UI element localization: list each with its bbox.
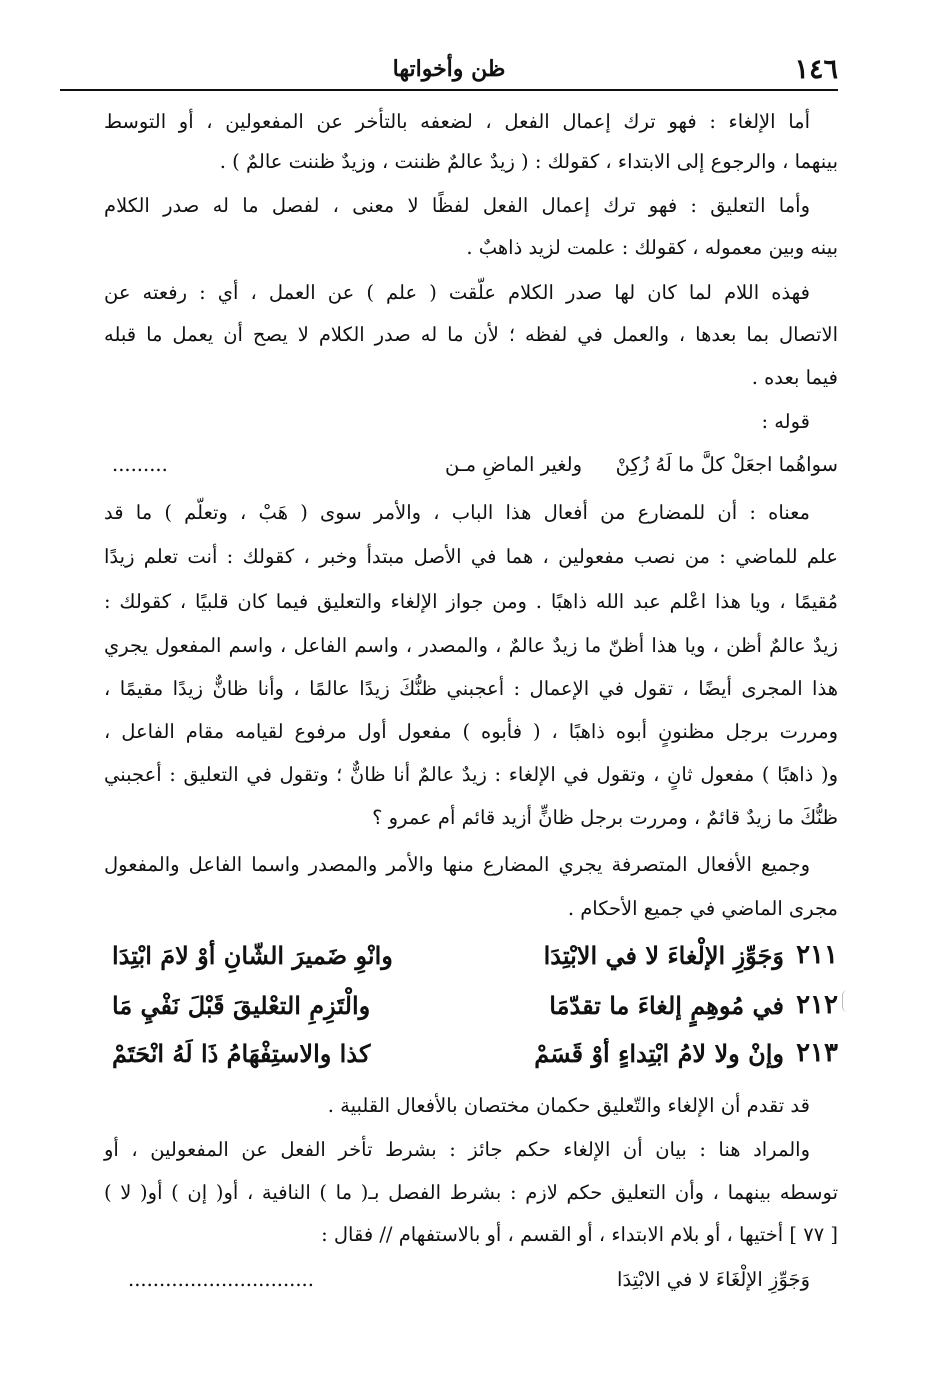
text-line: الاتصال بما بعدها ، والعمل في لفظه ؛ لأن ما له صدر الكلام لا يصح أن يعمل ما قبله bbox=[104, 323, 838, 346]
text-line: مجرى الماضي في جميع الأحكام . bbox=[567, 897, 838, 920]
text-line: و( ذاهبًا ) مفعول ثانٍ ، وتقول في الإلغاء : زيدٌ عالمٌ أنا ظانٌّ ؛ وتقول في التعليق : أعجبني bbox=[104, 763, 838, 786]
page-number: ١٤٦ bbox=[794, 54, 838, 85]
text-line: قوله : bbox=[761, 410, 810, 433]
verse-ellipsis: .............................. bbox=[128, 1268, 314, 1291]
alfiyya-second-hemistich: كذا والاستِفْهَامُ ذَا لَهُ انْحَتَمْ bbox=[112, 1039, 371, 1068]
text-line: علم للماضي : من نصب مفعولين ، هما في الأصل مبتدأ وخبر ، كقولك : أنت تعلم زيدًا bbox=[104, 545, 838, 568]
text-line: فهذه اللام لما كان لها صدر الكلام علّقت ( علم ) عن العمل ، أي : رفعته عن bbox=[104, 281, 810, 304]
alfiyya-first-hemistich: وإنْ ولا لامُ ابْتِداءٍ أوْ قَسَمْ bbox=[534, 1039, 784, 1068]
text-line: مُقيمًا ، ويا هذا اعْلم عبد الله ذاهبًا . ومن جواز الإلغاء والتعليق فيما كان قلبيًا ، كقولك : bbox=[104, 590, 838, 613]
page-header bbox=[60, 52, 838, 90]
text-line: هذا المجرى أيضًا ، تقول في الإعمال : أعجبني ظنُّكَ زيدًا عالمًا ، وأنا ظانٌّ زيدًا مقيمًا ، bbox=[104, 677, 838, 700]
alfiyya-first-hemistich: وَجَوِّزِ الإلْغاءَ لا في الابْتِدَا bbox=[543, 941, 784, 970]
alfiyya-second-hemistich: والْتَزِمِ التعْليقَ قَبْلَ نَفْيِ مَا bbox=[112, 991, 371, 1020]
alfiyya-second-hemistich: وانْوِ ضَميرَ الشّانِ أوْ لامَ ابْتِدَا bbox=[112, 941, 393, 970]
alfiyya-first-hemistich: في مُوهِمٍ إلغاءَ ما تقدّمَا bbox=[549, 991, 784, 1020]
text-line: أما الإلغاء : فهو ترك إعمال الفعل ، لضعفه بالتأخر عن المفعولين ، أو التوسط bbox=[104, 110, 810, 133]
header-rule bbox=[60, 89, 838, 91]
text-line: توسطه بينهما ، وأن التعليق حكم لازم : بشرط الفصل بـ( ما ) النافية ، أو( إن ) أو( لا ) bbox=[104, 1181, 838, 1204]
text-line: زيدٌ عالمٌ أظن ، ويا هذا أظنّ ما زيدٌ عالمٌ ، والمصدر ، واسم الفاعل ، واسم المفعول يجري bbox=[104, 634, 838, 657]
text-line: والمراد هنا : بيان أن الإلغاء حكم جائز : بشرط تأخر الفعل عن المفعولين ، أو bbox=[104, 1138, 810, 1161]
text-line: بينه وبين معموله ، كقولك : علمت لزيد ذاهبٌ . bbox=[466, 236, 838, 259]
text-line: معناه : أن للمضارع من أفعال هذا الباب ، والأمر سوى ( هَبْ ، وتعلّم ) ما قد bbox=[104, 501, 810, 524]
text-line: ومررت برجل مظنونٍ أبوه ذاهبًا ، ( فأبوه ) مفعول أول مرفوع لقيامه مقام الفاعل ، bbox=[104, 720, 838, 743]
verse-number: ٢١١ bbox=[796, 940, 838, 970]
verse-hemistich-first: وَجَوِّزِ الإلْغَاءَ لا في الابْتِدَا bbox=[617, 1268, 810, 1291]
page-title: ظن وأخواتها bbox=[392, 56, 506, 82]
verse-number: ٢١٢ bbox=[796, 990, 838, 1020]
verse-ellipsis: ......... bbox=[112, 453, 168, 476]
margin-mark bbox=[842, 990, 853, 1012]
verse-hemistich-first: ولغير الماضِ مـن bbox=[445, 453, 582, 476]
verse-number: ٢١٣ bbox=[796, 1038, 838, 1068]
verse-hemistich-second: سواهُما اجعَلْ كلَّ ما لَهُ زُكِنْ bbox=[615, 453, 838, 476]
text-line: فيما بعده . bbox=[751, 366, 838, 389]
text-line: ظنُّكَ ما زيدٌ قائمٌ ، ومررت برجل ظانٍّ أزيد قائم أم عمرو ؟ bbox=[372, 806, 838, 829]
text-line: وجميع الأفعال المتصرفة يجري المضارع منها والأمر والمصدر واسما الفاعل والمفعول bbox=[104, 853, 810, 876]
text-line: [ ٧٧ ] أختيها ، أو بلام الابتداء ، أو القسم ، أو بالاستفهام // فقال : bbox=[321, 1223, 838, 1246]
text-line: بينهما ، والرجوع إلى الابتداء ، كقولك : ( زيدٌ عالمٌ ظننت ، وزيدٌ ظننت عالمٌ ) . bbox=[219, 150, 838, 173]
text-line: قد تقدم أن الإلغاء والتّعليق حكمان مختصان بالأفعال القلبية . bbox=[327, 1094, 810, 1117]
text-line: وأما التعليق : فهو ترك إعمال الفعل لفظًا لا معنى ، لفصل ما له صدر الكلام bbox=[104, 194, 810, 217]
